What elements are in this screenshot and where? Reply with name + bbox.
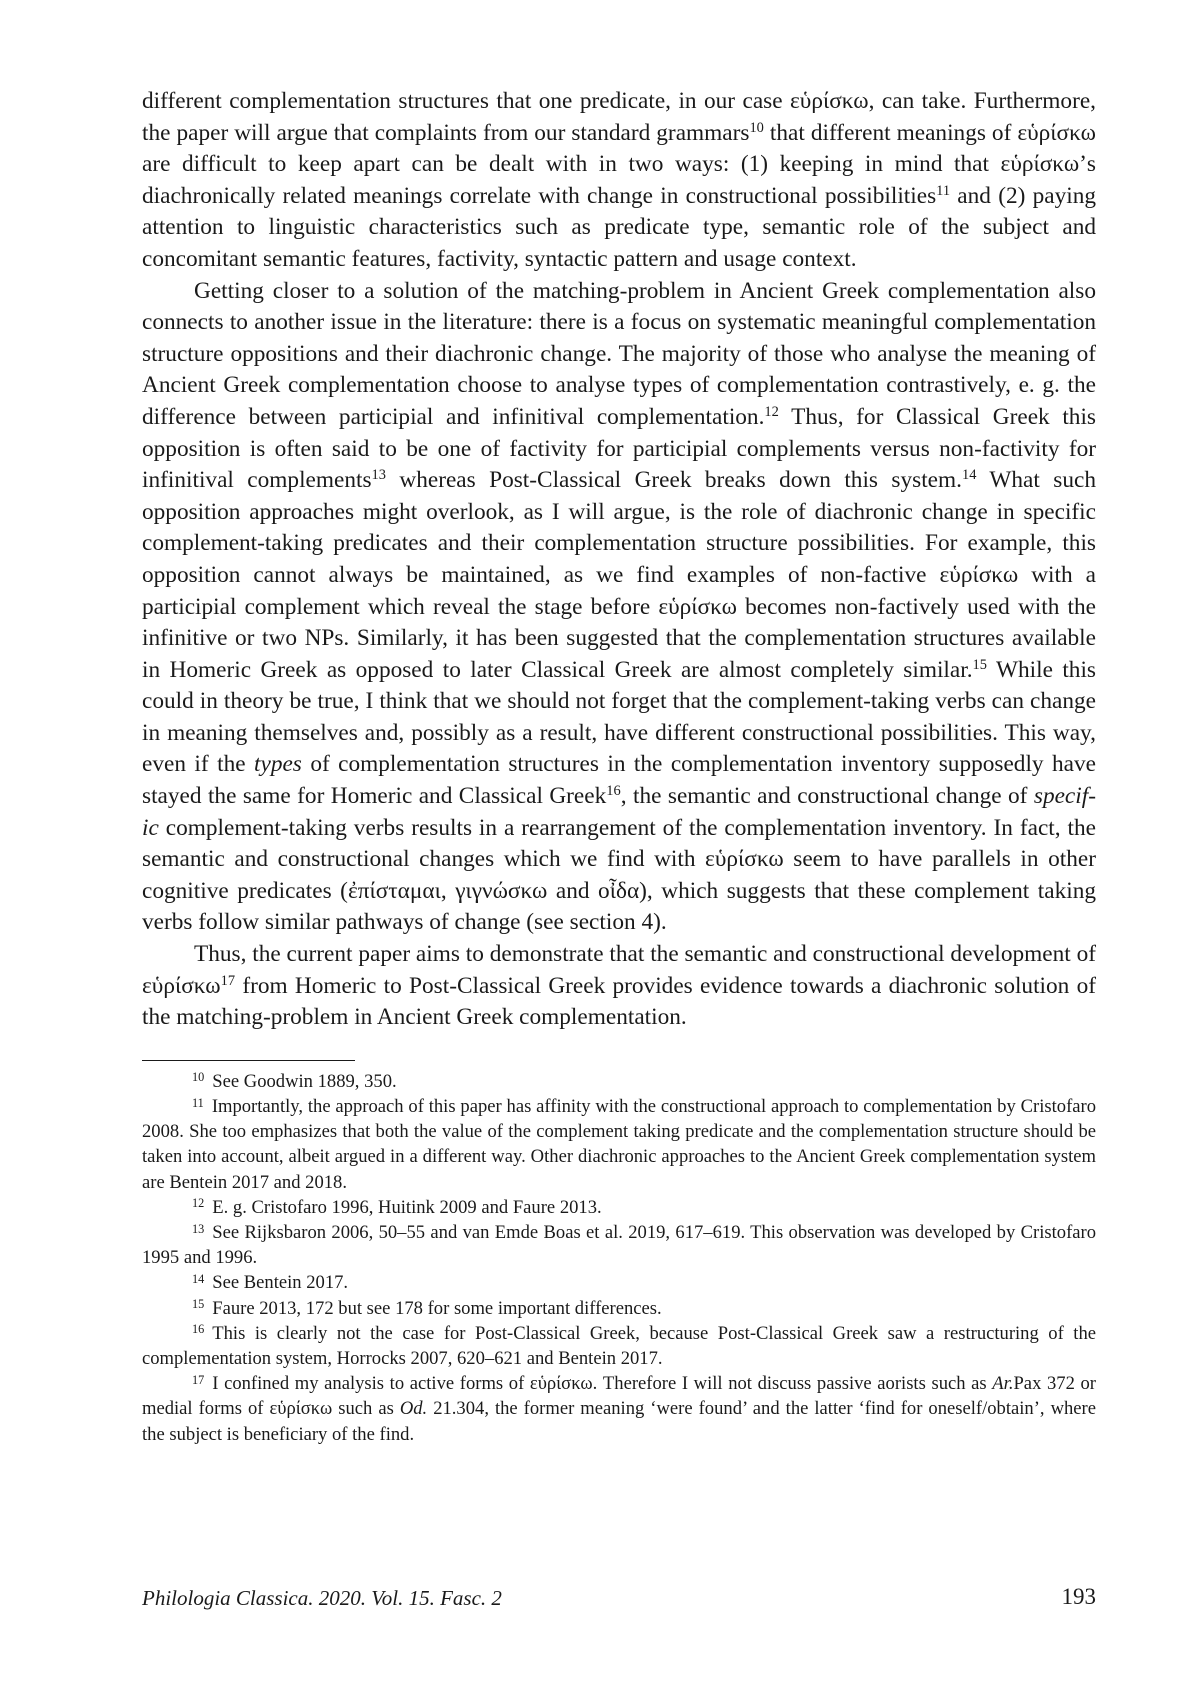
page-number: 193 [1061, 1584, 1096, 1609]
main-text [142, 86, 1096, 1034]
emphasis-types: types [254, 751, 302, 778]
page [142, 86, 1096, 1666]
footnote-ref-17[interactable]: 17 [220, 972, 236, 989]
footnote-number: 14 [192, 1271, 205, 1286]
footnote-ref-11[interactable]: 11 [936, 182, 951, 199]
footnote-11: $^{11}$ Importantly, the approach of this paper has affinity with the constructional approach to complementation by Cristofaro 2008. She too emphasizes that both the value of the complement taking predicate and the complementation structure should be taken into account, albeit argued in a different way. Other diachronic approaches to the Ancient Greek complementation system are Bentein 2017 and 2018. [142, 1095, 1096, 1193]
page-footer [142, 1586, 1096, 1616]
citation-odyssey: Od. [399, 1398, 428, 1420]
footnote-17: $^{17}$ I confined my analysis to active forms of εὑρίσκω. Therefore I will not discuss passive aorists such as Ar.Pax 372 or medial forms of εὑρίσκω such as Od. 21.304, the former meaning ‘were found’ and the latter ‘find for oneself/obtain’, where the subject is beneficiary of the find. [142, 1372, 1096, 1445]
footnote-14: $^{14}$ See Bentein 2017. [192, 1271, 349, 1294]
footnote-ref-10[interactable]: 10 [749, 119, 764, 136]
footnote-ref-14[interactable]: 14 [961, 467, 977, 484]
footnote-10: $^{10}$ See Goodwin 1889, 350. [192, 1070, 397, 1092]
footnote-ref-15[interactable]: 15 [972, 656, 987, 673]
paragraph-1: different complementation structures that one predicate, in our case εὑρίσκω, can take. Furthermore, the paper will argue that complaints from our standard grammars$^{10}$ that different meanings of εὑρίσκω are difficult to keep apart can be dealt with in two ways: (1) keeping in mind that εὑρίσκω’s diachronically related meanings correlate with change in constructional possibilities$^{11}$ and (2) paying attention to linguistic characteristics such as predicate type, semantic role of the subject and concomitant semantic features, factivity, syntactic pattern and usage context. [142, 88, 1097, 272]
footnote-12: $^{12}$ E. g. Cristofaro 1996, Huitink 2009 and Faure 2013. [192, 1196, 602, 1218]
paragraph-2: Getting closer to a solution of the matching-problem in Ancient Greek complementation also connects to another issue in the literature: there is a focus on systematic meaningful complementation structure oppositions and their diachronic change. The majority of those who analyse the meaning of Ancient Greek complementation choose to analyse types of complementation contrastively, e. g. the difference between participial and infinitival complementation.$^{12}$ Thus, for Classical Greek this opposition is often said to be one of factivity for participial complements versus non-factivity for infinitival complements$^{13}$ whereas Post-Classical Greek breaks down this system.$^{14}$ What such opposition approaches might overlook, as I will argue, is the role of diachronic change in specific complement-taking predicates and their complementation structure possibilities. For example, this opposition cannot always be maintained, as we find examples of non-factive εὑρίσκω with a participial complement which reveal the stage before εὑρίσκω becomes non-factively used with the infinitive or two NPs. Similarly, it has been suggested that the complementation structures available in Homeric Greek as opposed to later Classical Greek are almost completely similar.$^{15}$ While this could in theory be true, I think that we should not forget that the complement-taking verbs can change in meaning themselves and, possibly as a result, have different constructional possibilities. This way, even if the types of complementation structures in the complementation inventory supposedly have stayed the same for Homeric and Classical Greek$^{16}$, the semantic and constructional change of specific complement-taking verbs results in a rearrangement of the complementation inventory. In fact, the semantic and constructional changes which we find with εὑρίσκω seem to have parallels in other cognitive predicates (ἐπίσταμαι, γιγνώσκω and οἶδα), which suggests that these complement taking verbs follow similar pathways of change (see section 4). [142, 277, 1096, 936]
footnote-number: 17 [192, 1372, 205, 1387]
footnote-13: $^{13}$ See Rijksbaron 2006, 50–55 and van Emde Boas et al. 2019, 617–619. This observation was developed by Cristofaro 1995 and 1996. [142, 1221, 1096, 1269]
footnote-ref-13[interactable]: 13 [371, 467, 386, 484]
footnote-number: 13 [192, 1221, 205, 1236]
emphasis-specific: specific [142, 783, 1096, 841]
footnote-number: 15 [192, 1297, 205, 1312]
footnote-divider [142, 1060, 355, 1061]
journal-citation: Philologia Classica. 2020. Vol. 15. Fasc. 2 [142, 1586, 502, 1610]
footnote-number: 10 [192, 1070, 205, 1085]
footnote-number: 16 [192, 1322, 205, 1337]
paragraph-3: Thus, the current paper aims to demonstrate that the semantic and constructional development of εὑρίσκω$^{17}$ from Homeric to Post-Classical Greek provides evidence towards a diachronic solution of the matching-problem in Ancient Greek complementation. [142, 941, 1096, 1031]
footnote-15: $^{15}$ Faure 2013, 172 but see 178 for some important differences. [192, 1297, 662, 1319]
footnote-number: 12 [192, 1196, 205, 1211]
footnote-ref-16[interactable]: 16 [606, 783, 621, 800]
footnote-number: 11 [192, 1095, 204, 1110]
citation-aristophanes: Ar. [992, 1373, 1014, 1395]
footnotes [142, 1069, 1096, 1447]
footnote-16: $^{16}$ This is clearly not the case for Post-Classical Greek, because Post-Classical Greek saw a restructuring of the complementation system, Horrocks 2007, 620–621 and Bentein 2017. [142, 1322, 1096, 1370]
footnote-ref-12[interactable]: 12 [764, 404, 779, 420]
